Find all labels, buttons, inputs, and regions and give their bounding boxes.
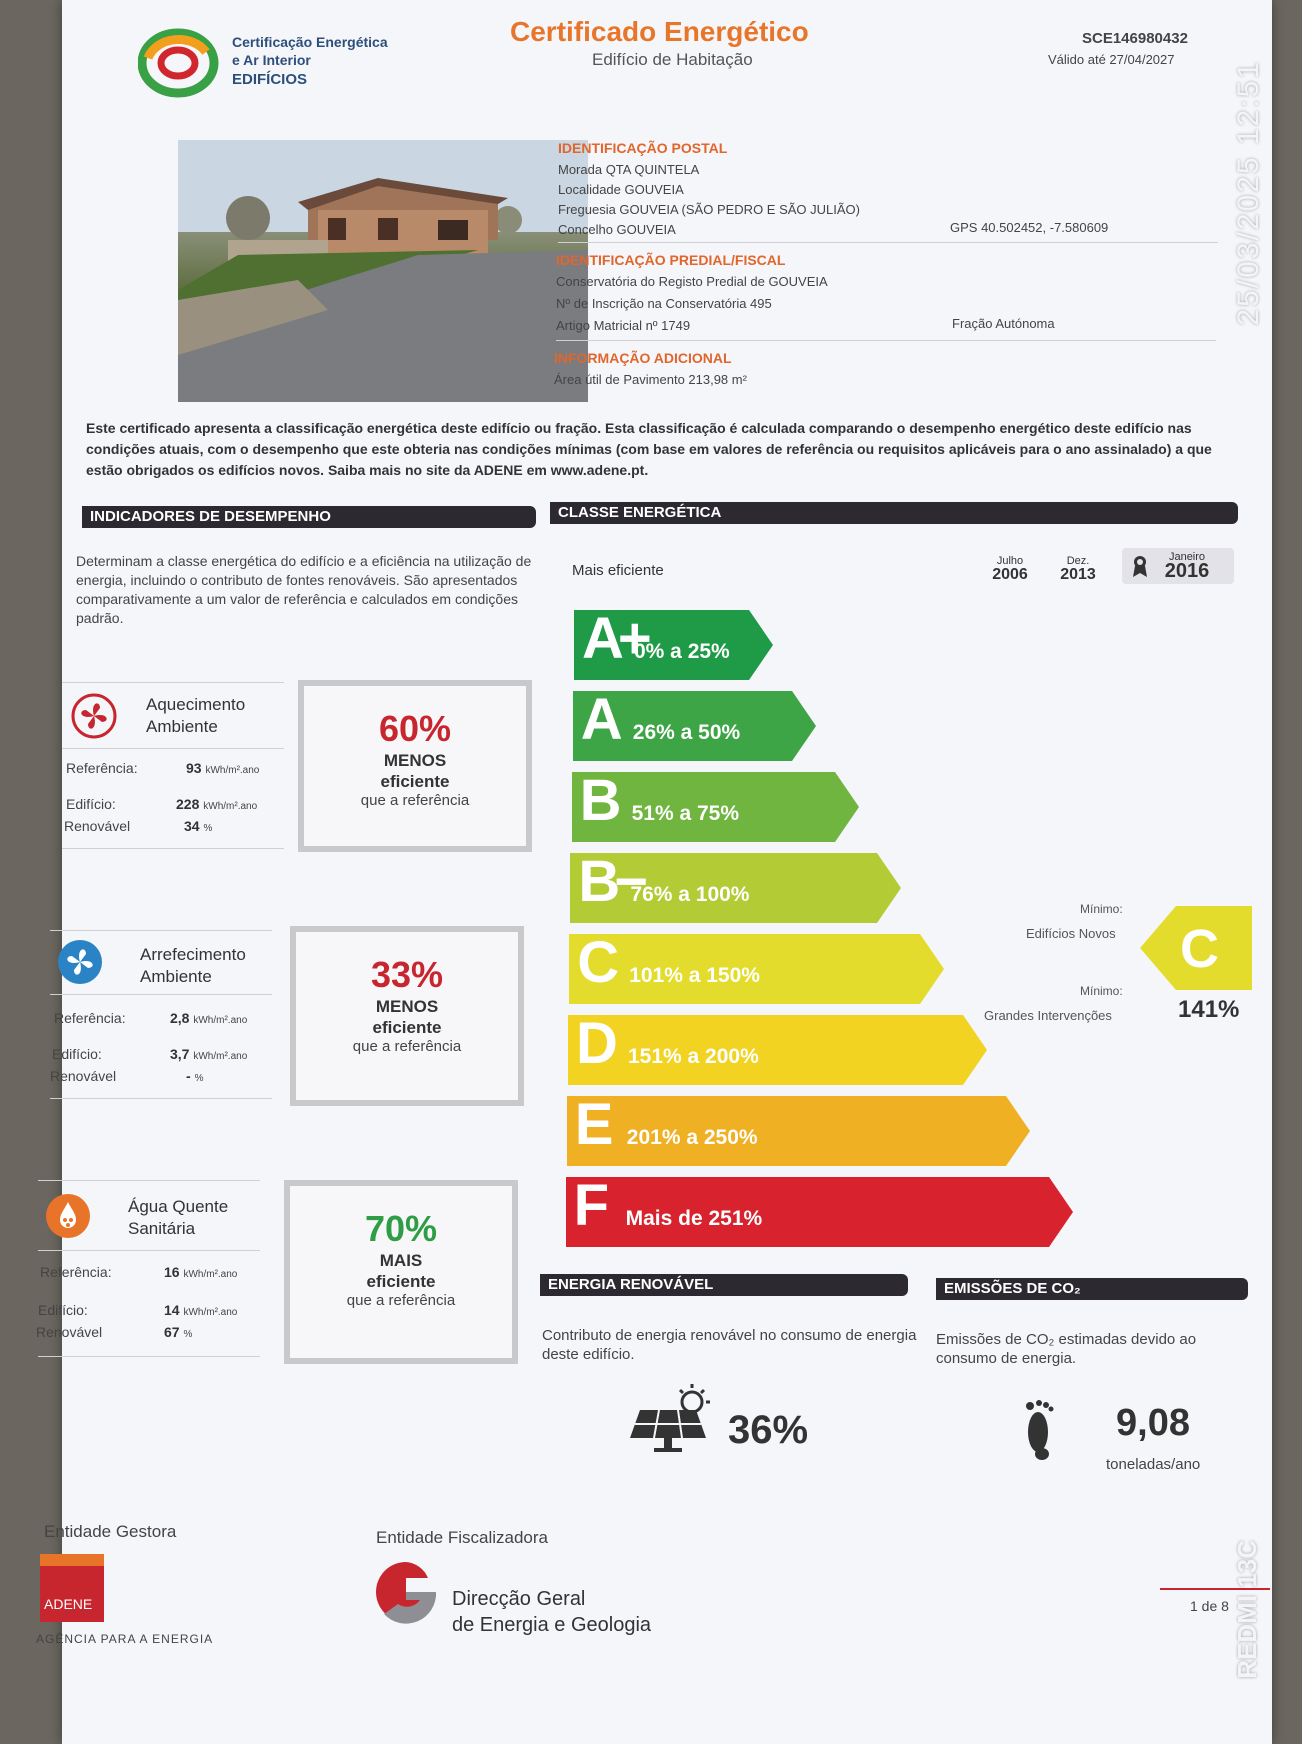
emissoes-value: 9,08 — [1116, 1402, 1190, 1444]
energy-class-range: 101% a 150% — [629, 964, 760, 987]
indicadores-desc: Determinam a classe energética do edifício e a eficiência na utilização de energia, incluindo o contributo de fontes renováveis. São apresentados comparativamente a um valor de referência e calculados em condições padrão. — [76, 553, 532, 626]
divider — [38, 1356, 260, 1357]
emissoes-heading: EMISSÕES DE CO₂ — [936, 1278, 1248, 1300]
energy-class-bar — [569, 930, 944, 1004]
indicator-title-3b: Sanitária — [128, 1219, 196, 1238]
result-class-letter: C — [1180, 919, 1219, 979]
indicator-eff-3: eficiente — [366, 1272, 436, 1291]
renov-value-3: 67 % — [164, 1324, 193, 1340]
renovavel-heading: ENERGIA RENOVÁVEL — [540, 1274, 908, 1296]
renovavel-desc: Contributo de energia renovável no consumo de energia deste edifício. — [542, 1327, 917, 1363]
renov-value-2: - % — [186, 1068, 204, 1084]
camera-watermark: REDMI 13C — [1232, 1540, 1262, 1679]
adicional-heading: INFORMAÇÃO ADICIONAL — [554, 350, 732, 366]
energy-class-bar — [570, 849, 901, 923]
heating-fan-icon — [70, 692, 118, 740]
indicadores-heading: INDICADORES DE DESEMPENHO — [82, 506, 536, 528]
energy-class-letter: A+ — [582, 606, 646, 671]
divider — [50, 930, 272, 931]
renovavel-value: 36% — [728, 1408, 809, 1452]
indicator-word-1: MENOS — [383, 751, 447, 770]
adene-logo-text: ADENE — [44, 1596, 93, 1612]
doc-subtitle: Edifício de Habitação — [592, 50, 753, 69]
indicator-title-1a: Aquecimento — [146, 695, 246, 714]
divider — [50, 994, 272, 995]
postal-heading: IDENTIFICAÇÃO POSTAL — [558, 140, 728, 156]
energy-class-bar — [572, 768, 859, 842]
renov-label-2: Renovável — [50, 1068, 117, 1084]
entidade-fiscalizadora-label: Entidade Fiscalizadora — [376, 1528, 548, 1547]
energy-class-bar — [566, 1173, 1073, 1247]
brand-line1: Certificação Energética — [232, 34, 388, 50]
fiscal-inscricao: Nº de Inscrição na Conservatória 495 — [556, 296, 772, 311]
indicator-pct-3: 70% — [364, 1208, 438, 1249]
cooling-fan-icon — [56, 938, 104, 986]
fiscal-heading: IDENTIFICAÇÃO PREDIAL/FISCAL — [556, 252, 786, 268]
entidade-gestora-label: Entidade Gestora — [44, 1522, 177, 1541]
emissoes-desc: Emissões de CO₂ estimadas devido ao consumo de energia. — [936, 1331, 1197, 1367]
energy-class-bar — [574, 606, 773, 680]
indicator-box-1 — [298, 680, 532, 852]
indicator-word-2: MENOS — [375, 997, 439, 1016]
indicator-sub-2: que a referência — [352, 1038, 462, 1055]
divider — [556, 340, 1216, 341]
year-2006: Julho 2006 — [992, 555, 1028, 583]
year-2016: Janeiro 2016 — [1164, 551, 1210, 582]
ref-label-1: Referência: — [66, 760, 138, 776]
indicator-box-3 — [284, 1180, 518, 1364]
energy-class-range: 0% a 25% — [634, 640, 730, 663]
divider — [62, 682, 284, 683]
energy-class-bar — [568, 1011, 987, 1085]
doc-title: Certificado Energético — [510, 16, 809, 47]
indicator-pct-1: 60% — [378, 708, 452, 749]
indicator-sub-1: que a referência — [360, 792, 470, 809]
emissoes-unit: toneladas/ano — [1106, 1456, 1201, 1473]
grandes-intervencoes-label: Grandes Intervenções — [984, 1008, 1112, 1023]
energy-class-range: 76% a 100% — [630, 883, 750, 906]
postal-morada: Morada QTA QUINTELA — [558, 162, 700, 177]
divider — [558, 242, 1218, 243]
ref-value-1: 93 kWh/m².ano — [186, 760, 260, 776]
sce-logo-icon — [138, 28, 220, 98]
postal-gps: GPS 40.502452, -7.580609 — [950, 220, 1109, 235]
indicator-eff-2: eficiente — [372, 1018, 442, 1037]
minimo-label-1: Mínimo: — [1080, 902, 1123, 916]
postal-freguesia: Freguesia GOUVEIA (SÃO PEDRO E SÃO JULIÃO) — [558, 202, 860, 217]
photo-timestamp: 25/03/2025 12:51 — [1232, 60, 1265, 326]
energy-class-letter: F — [573, 1173, 610, 1238]
energy-class-range: Mais de 251% — [625, 1207, 763, 1230]
edif-label-2: Edifício: — [52, 1046, 102, 1062]
edificios-novos-label: Edifícios Novos — [1026, 926, 1116, 941]
solar-panel-icon — [626, 1382, 716, 1456]
minimo-label-2: Mínimo: — [1080, 984, 1123, 998]
indicator-pct-2: 33% — [370, 954, 444, 995]
edif-value-3: 14 kWh/m².ano — [164, 1302, 238, 1318]
indicator-eff-1: eficiente — [380, 772, 450, 791]
award-ribbon-icon — [1132, 554, 1148, 578]
cert-valid: Válido até 27/04/2027 — [1048, 52, 1175, 67]
cert-id: SCE146980432 — [1082, 30, 1188, 47]
energy-class-letter: E — [574, 1092, 614, 1157]
divider — [38, 1180, 260, 1181]
page-number: 1 de 8 — [1190, 1598, 1229, 1614]
adene-logo — [40, 1554, 104, 1622]
edif-value-2: 3,7 kWh/m².ano — [170, 1046, 248, 1062]
energy-class-bar — [567, 1092, 1030, 1166]
dgeg-logo-icon — [370, 1556, 442, 1628]
indicator-word-3: MAIS — [379, 1251, 423, 1270]
energy-class-range: 51% a 75% — [631, 802, 740, 825]
edif-label-1: Edifício: — [66, 796, 116, 812]
intro-text: Este certificado apresenta a classificação energética deste edifício ou fração. Esta classificação é calculada comparando o desempenho energético deste edifício nas condições atuais, com o desempenho que este obteria nas condições mínimas (com base em valores de referência ou requisitos aplicáveis para o ano assinalado) a que estão obrigados os edifícios novos. Saiba mais no site da ADENE em www.adene.pt. — [86, 420, 1212, 478]
footprint-icon — [1020, 1396, 1060, 1462]
dgeg-name-2: de Energia e Geologia — [452, 1614, 652, 1636]
adicional-area: Área útil de Pavimento 213,98 m² — [554, 372, 747, 387]
energy-class-letter: B — [579, 768, 622, 833]
energy-class-letter: B− — [578, 849, 643, 914]
indicator-box-2 — [290, 926, 524, 1106]
energy-class-range: 201% a 250% — [626, 1126, 758, 1149]
ref-label-3: Referência: — [40, 1264, 112, 1280]
energy-class-range: 151% a 200% — [628, 1045, 759, 1068]
renov-value-1: 34 % — [184, 818, 213, 834]
indicator-title-2b: Ambiente — [140, 967, 212, 986]
energy-class-letter: D — [576, 1011, 618, 1076]
house-illustration-icon — [178, 140, 588, 402]
energy-class-letter: A — [580, 687, 623, 752]
energy-class-range: 26% a 50% — [632, 721, 741, 744]
fiscal-conservatoria: Conservatória do Registo Predial de GOUVEIA — [556, 274, 828, 289]
fiscal-fracao: Fração Autónoma — [952, 316, 1055, 331]
indicator-sub-3: que a referência — [346, 1292, 456, 1309]
divider — [62, 748, 284, 749]
certificate-page — [36, 0, 1272, 1744]
edif-label-3: Edifício: — [38, 1302, 88, 1318]
postal-concelho: Concelho GOUVEIA — [558, 222, 676, 237]
year-2013: Dez. 2013 — [1060, 555, 1096, 583]
building-photo — [178, 140, 588, 402]
hot-water-icon — [44, 1192, 92, 1240]
renov-label-1: Renovável — [64, 818, 131, 834]
postal-localidade: Localidade GOUVEIA — [558, 182, 684, 197]
divider — [62, 848, 284, 849]
energy-class-bar — [573, 687, 816, 761]
ref-value-3: 16 kWh/m².ano — [164, 1264, 238, 1280]
indicator-title-3a: Água Quente — [128, 1197, 229, 1216]
ref-label-2: Referência: — [54, 1010, 126, 1026]
mais-eficiente: Mais eficiente — [572, 562, 664, 579]
brand-line3: EDIFÍCIOS — [232, 71, 308, 88]
divider — [50, 1098, 272, 1099]
adene-subtitle: AGÊNCIA PARA A ENERGIA — [36, 1632, 214, 1646]
edif-value-1: 228 kWh/m².ano — [176, 796, 258, 812]
energy-class-letter: C — [577, 930, 620, 995]
renov-label-3: Renovável — [36, 1324, 103, 1340]
dgeg-name-1: Direcção Geral — [452, 1588, 586, 1610]
fiscal-artigo: Artigo Matricial nº 1749 — [556, 318, 691, 333]
brand-line2: e Ar Interior — [232, 52, 311, 68]
indicator-title-2a: Arrefecimento — [140, 945, 246, 964]
classe-heading: CLASSE ENERGÉTICA — [550, 502, 1238, 524]
divider — [38, 1250, 260, 1251]
ref-value-2: 2,8 kWh/m².ano — [170, 1010, 248, 1026]
result-class-pct: 141% — [1178, 996, 1240, 1023]
indicator-title-1b: Ambiente — [146, 717, 218, 736]
